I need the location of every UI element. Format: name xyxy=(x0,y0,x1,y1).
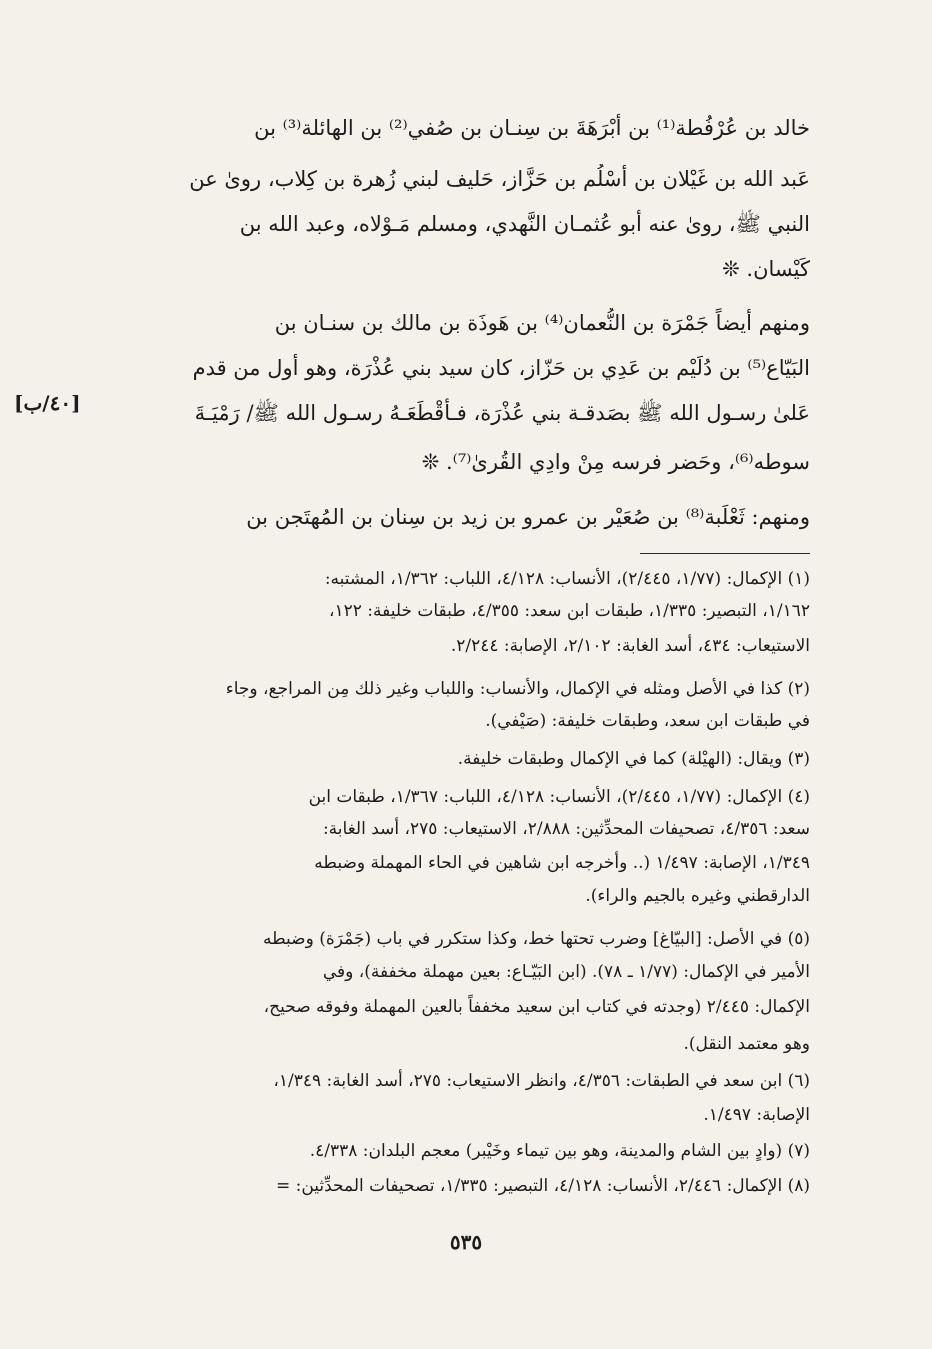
footnote-line-10: الدارقطني وغيره بالجيم والراء). xyxy=(585,886,810,906)
footnote-line-11: (٥) في الأصل: [البيّاغ] وضرب تحتها خط، وكذا ستكرر في باب (جَمْرَة) وضبطه xyxy=(262,929,810,949)
main-text-line-7: عَلىٰ رسـول الله ﷺ بصَدقـة بني عُذْرَة، فـأقْطَعَـهُ رسـول الله ﷺ/ رَمْيَـةَ xyxy=(194,401,810,425)
footnote-line-16: الإصابة: ١/٤٩٧. xyxy=(703,1105,810,1125)
footnote-line-17: (٧) (وادٍ بين الشام والمدينة، وهو بين تيماء وخَيْبر) معجم البلدان: ٤/٣٣٨. xyxy=(309,1141,810,1161)
footnote-line-18: (٨) الإكمال: ٢/٤٤٦، الأنساب: ٤/١٢٨، التبصير: ١/٣٣٥، تصحيفات المحدِّثين: = xyxy=(275,1176,810,1196)
footnote-line-4: (٢) كذا في الأصل ومثله في الإكمال، والأنساب: واللباب وغير ذلك مِن المراجع، وجاء xyxy=(225,679,810,699)
footnote-line-12: الأمير في الإكمال: (١/٧٧ ـ ٧٨). (ابن البَيّـاع: بعين مهملة مخففة)، وفي xyxy=(322,962,810,982)
footnote-line-15: (٦) ابن سعد في الطبقات: ٤/٣٥٦، وانظر الاستيعاب: ٢٧٥، أسد الغابة: ١/٣٤٩، xyxy=(273,1071,810,1091)
footnote-line-8: سعد: ٤/٣٥٦، تصحيفات المحدِّثين: ٢/٨٨٨، الاستيعاب: ٢٧٥، أسد الغابة: xyxy=(322,819,810,839)
main-text-line-3: النبي ﷺ، روىٰ عنه أبو عُثمـان النَّهدي، ومسلم مَـوْلاه، وعبد الله بن xyxy=(239,212,810,236)
main-text-line-6: البَيّاع⁽⁵⁾ بن دُلَيْم بن عَدِي بن حَزّاز، كان سيد بني عُذْرَة، وهو أول من قدم xyxy=(192,356,810,380)
footnote-line-5: في طبقات ابن سعد، وطبقات خليفة: (صَيْفي). xyxy=(485,711,810,731)
main-text-line-9: ومنهم: ثَعْلَبة⁽⁸⁾ بن صُعَيْر بن عمرو بن زيد بن سِنان بن المُهتَجن بن xyxy=(246,505,810,529)
main-text-line-5: ومنهم أيضاً جَمْرَة بن النُّعمان⁽⁴⁾ بن هَوذَة بن مالك بن سنـان بن xyxy=(274,311,810,335)
footnote-line-13: الإكمال: ٢/٤٤٥ (وجدته في كتاب ابن سعيد مخففاً بالعين المهملة وفوقه صحيح، xyxy=(263,997,810,1017)
main-text-line-1: خالد بن عُرْفُطة⁽¹⁾ بن أبْرَهَةَ بن سِنـان بن صُفي⁽²⁾ بن الهائلة⁽³⁾ بن xyxy=(254,116,810,140)
main-text-line-4: كَيْسان. ❊ xyxy=(722,257,810,281)
footnote-line-14: وهو معتمد النقل). xyxy=(683,1034,810,1054)
page-number: ٥٣٥ xyxy=(449,1230,483,1254)
footnote-line-1: (١) الإكمال: (١/٧٧، ٢/٤٤٥)، الأنساب: ٤/١٢٨، اللباب: ١/٣٦٢، المشتبه: xyxy=(324,569,810,589)
main-text-line-8: سوطه⁽⁶⁾، وحَضر فرسه مِنْ وادِي القُرىٰ⁽⁷⁾. ❊ xyxy=(421,450,810,474)
footnote-line-2: ١/١٦٢، التبصير: ١/٣٣٥، طبقات ابن سعد: ٤/٣٥٥، طبقات خليفة: ١٢٢، xyxy=(328,601,810,621)
footnote-line-3: الاستيعاب: ٤٣٤، أسد الغابة: ٢/١٠٢، الإصابة: ٢/٢٤٤. xyxy=(450,636,810,656)
main-text-line-2: عَبد الله بن غَيْلان بن أسْلُم بن حَزَّاز، حَليف لبني زُهرة بن كِلاب، روىٰ عن xyxy=(189,167,810,191)
footnote-line-7: (٤) الإكمال: (١/٧٧، ٢/٤٤٥)، الأنساب: ٤/١٢٨، اللباب: ١/٣٦٧، طبقات ابن xyxy=(308,787,810,807)
footnote-line-9: ١/٣٤٩، الإصابة: ١/٤٩٧ (.. وأخرجه ابن شاهين في الحاء المهملة وضبطه xyxy=(314,853,810,873)
footnote-line-6: (٣) ويقال: (الهيْلة) كما في الإكمال وطبقات خليفة. xyxy=(457,749,810,769)
folio-marker: [٤٠/ب] xyxy=(14,391,81,415)
footnote-divider xyxy=(640,553,810,554)
